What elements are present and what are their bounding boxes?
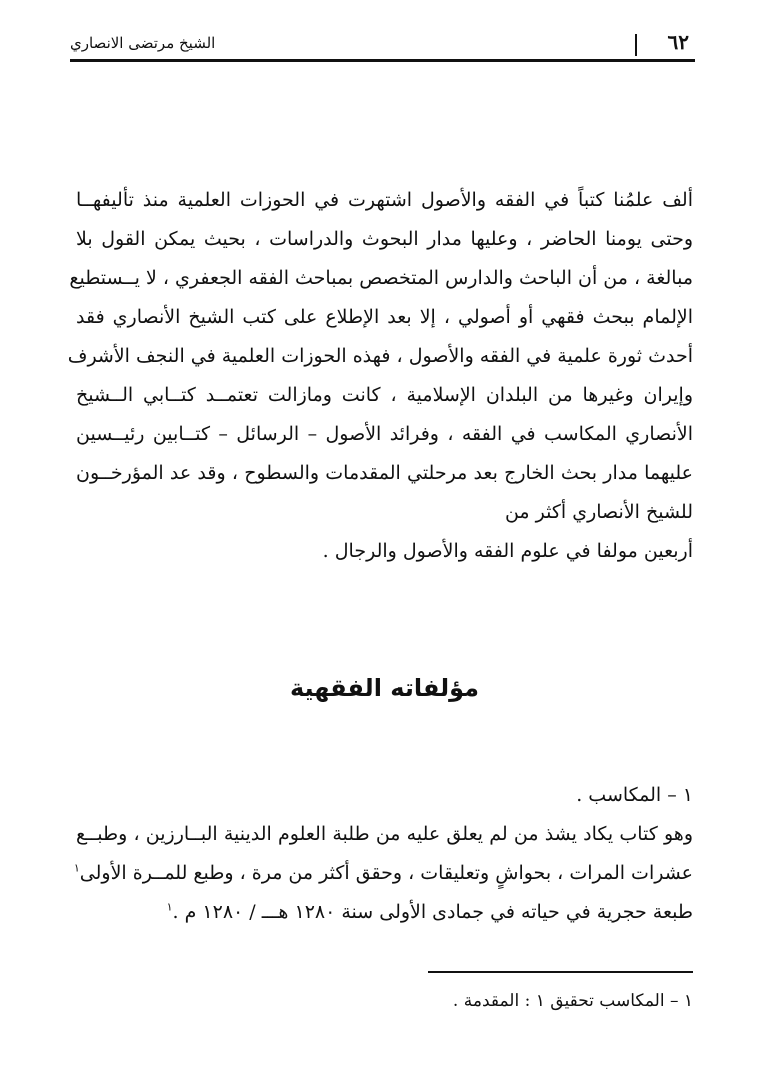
running-header: [70, 28, 695, 62]
body-line: الإلمام ببحث فقهي أو أصولي ، إلا بعد الإطلاع على كتب الشيخ الأنصاري فقد: [76, 306, 693, 328]
header-separator: [635, 34, 637, 56]
section-heading: مؤلفاته الفقهية: [289, 674, 480, 702]
body-line-text: عشرات المرات ، بحواشٍ وتعليقات ، وحقق أكثر من مرة ، وطبع للمــرة الأولى: [79, 862, 693, 884]
intro-paragraph: [67, 181, 693, 571]
body-line: وهو كتاب يكاد يشذ من لم يعلق عليه من طلبة العلوم الدينية البــارزين ، وطبــع: [76, 823, 693, 845]
header-title: الشيخ مرتضى الانصاري: [70, 34, 216, 52]
body-line: ألف علمُنا كتباً في الفقه والأصول اشتهرت في الحوزات العلمية منذ تأليفهــا: [76, 189, 693, 211]
page-number: ٦٢: [667, 30, 689, 54]
footnote-marker: ١: [73, 861, 80, 875]
footnote-rule: [428, 971, 693, 973]
section-paragraph: [73, 776, 693, 932]
body-line: [76, 893, 693, 932]
footnote-marker: ١: [166, 900, 173, 914]
body-line: عليهما مدار بحث الخارج بعد مرحلتي المقدمات والسطوح ، وقد عد المؤرخــون: [76, 462, 693, 484]
body-line: للشيخ الأنصاري أكثر من: [504, 501, 693, 523]
header-rule: [70, 59, 695, 62]
body-line: وحتى يومنا الحاضر ، وعليها مدار البحوث والدراسات ، بحيث يمكن القول بلا: [76, 228, 693, 250]
footnote: ١ – المكاسب تحقيق ١ : المقدمة .: [452, 991, 693, 1011]
body-line-text: طبعة حجرية في حياته في جمادى الأولى سنة ١٢٨٠ هـــ / ١٢٨٠ م .: [172, 901, 693, 923]
body-line: الأنصاري المكاسب في الفقه ، وفرائد الأصول – الرسائل – كتــابين رئيــسين: [76, 423, 693, 445]
body-line: وإيران وغيرها من البلدان الإسلامية ، كانت ومازالت تعتمــد كتــابي الــشيخ: [76, 384, 693, 406]
body-line: مبالغة ، من أن الباحث والدارس المتخصص بمباحث الفقه الجعفري ، لا يــستطيع: [69, 267, 693, 289]
body-line: أربعين مولفا في علوم الفقه والأصول والرجال .: [322, 540, 693, 562]
body-line: أحدث ثورة علمية في الفقه والأصول ، فهذه الحوزات العلمية في النجف الأشرف: [67, 345, 693, 367]
list-item-title: ١ – المكاسب .: [576, 784, 693, 806]
body-line: [73, 854, 693, 893]
